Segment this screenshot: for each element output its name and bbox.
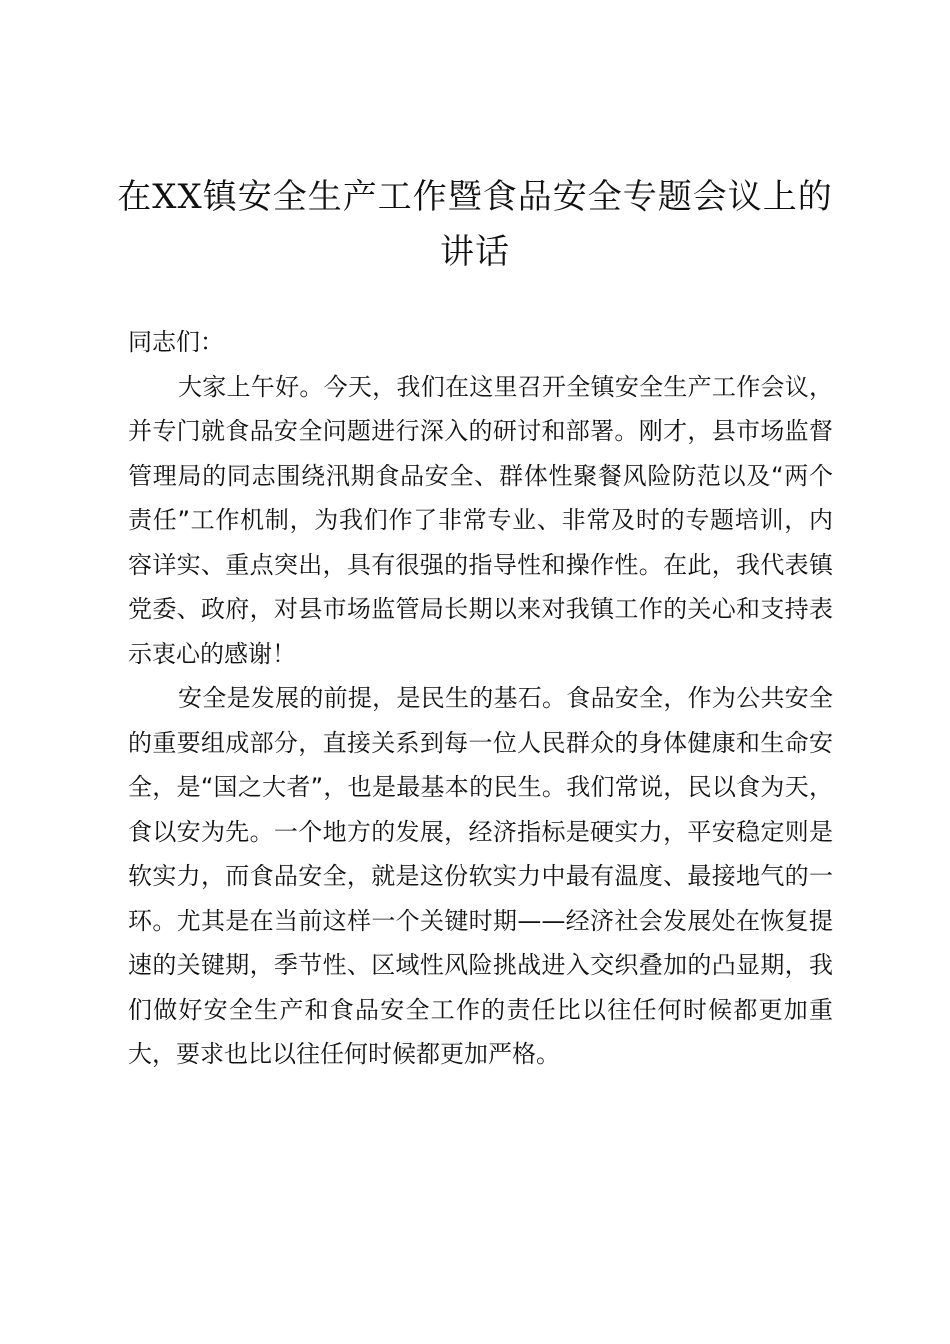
salutation: 同志们： [128,328,224,356]
document-title: 在XX镇安全生产工作暨食品安全专题会议上的讲话 [117,177,833,272]
paragraph-1: 大家上午好。今天，我们在这里召开全镇安全生产工作会议，并专门就食品安全问题进行深入的研讨和部署。刚才，县市场监督管理局的同志围绕汛期食品安全、群体性聚餐风险防范以及“两个责任”工作机制，为我们作了非常专业、非常及时的专题培训，内容详实、重点突出，具有很强的指导性和操作性。在此，我代表镇党委、政府，对县市场监管局长期以来对我镇工作的关心和支持表示衷心的感谢！ [128,372,833,668]
paragraph-2: 安全是发展的前提，是民生的基石。食品安全，作为公共安全的重要组成部分，直接关系到每一位人民群众的身体健康和生命安全，是“国之大者”，也是最基本的民生。我们常说，民以食为天，食以安为先。一个地方的发展，经济指标是硬实力，平安稳定则是软实力，而食品安全，就是这份软实力中最有温度、最接地气的一环。尤其是在当前这样一个关键时期——经济社会发展处在恢复提速的关键期，季节性、区域性风险挑战进入交织叠加的凸显期，我们做好安全生产和食品安全工作的责任比以往任何时候都更加重大，要求也比以往任何时候都更加严格。 [128,684,833,1068]
document-body [128,320,833,1077]
